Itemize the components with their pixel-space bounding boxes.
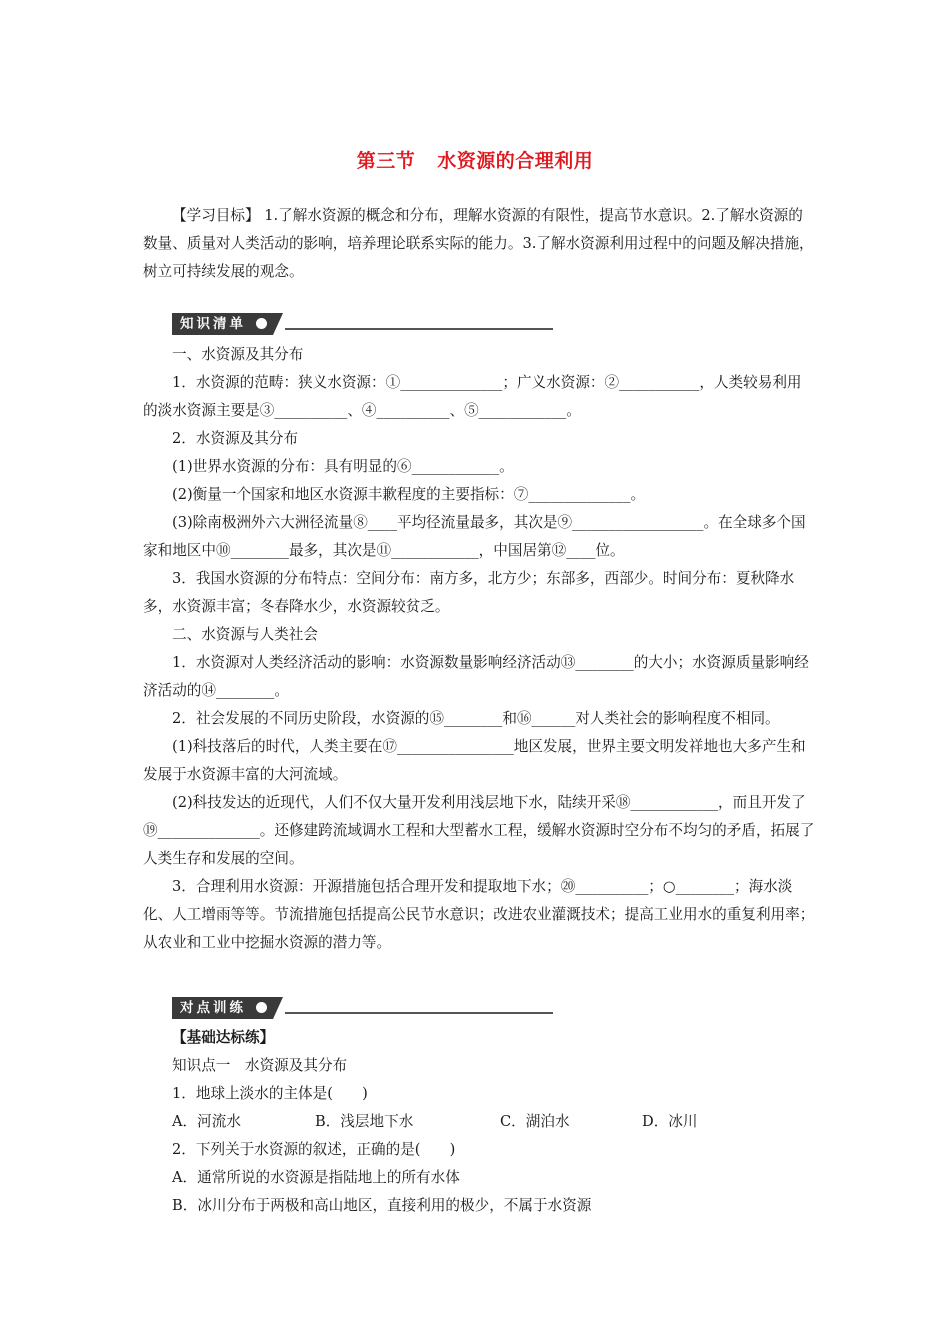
list-item: 二、水资源与人类社会 [172, 626, 318, 643]
question-option: C．湖泊水 [500, 1113, 570, 1130]
question-2-stem: 2．下列关于水资源的叙述，正确的是( ) [172, 1141, 456, 1158]
objectives-label: 【学习目标】 [172, 207, 260, 224]
list-item: 一、水资源及其分布 [172, 346, 304, 363]
question-option: D．冰川 [642, 1113, 698, 1130]
knowledge-section-label: 知识清单 [180, 316, 246, 332]
learning-objectives [143, 202, 815, 286]
list-item: 3．合理利用水资源：开源措施包括合理开发和提取地下水；⑳__________；○________；海水淡化、人工增雨等等。节流措施包括提高公民节水意识；改进农业灌溉技术；提高工业用水的重复利用率；从农业和工业中挖掘水资源的潜力等。 [143, 878, 815, 951]
sub-section-label: 【基础达标练】 [172, 1029, 275, 1046]
knowledge-list [143, 341, 815, 957]
question-1-options [172, 1108, 815, 1136]
title-section-number: 第三节 [356, 150, 416, 172]
knowledge-point-heading: 知识点一 水资源及其分布 [172, 1057, 348, 1074]
list-item: (1)科技落后的时代，人类主要在⑰________________地区发展，世界主要文明发祥地也大多产生和发展于水资源丰富的大河流域。 [143, 738, 806, 783]
list-item: (1)世界水资源的分布：具有明显的⑥____________。 [172, 458, 514, 475]
knowledge-section-header [172, 313, 553, 335]
question-option: A．河流水 [172, 1113, 241, 1130]
training-section-label: 对点训练 [180, 1000, 246, 1016]
training-questions [172, 1024, 815, 1220]
question-option: B．冰川分布于两极和高山地区，直接利用的极少，不属于水资源 [172, 1197, 592, 1214]
section-rule [285, 1012, 553, 1014]
list-item: 2．社会发展的不同历史阶段，水资源的⑮________和⑯______对人类社会的影响程度不相同。 [172, 710, 780, 727]
list-item: (3)除南极洲外六大洲径流量⑧____平均径流量最多，其次是⑨__________________。在全球多个国家和地区中⑩________最多，其次是⑪____________，中国居第⑫____位。 [143, 514, 806, 559]
bullet-icon [256, 318, 267, 329]
section-rule [285, 328, 553, 330]
training-section-header [172, 997, 553, 1019]
title-topic: 水资源的合理利用 [437, 150, 594, 172]
list-item: 2．水资源及其分布 [172, 430, 299, 447]
list-item: (2)科技发达的近现代，人们不仅大量开发利用浅层地下水，陆续开采⑱____________，而且开发了⑲______________。还修建跨流域调水工程和大型蓄水工程，缓解水资源时空分布不均匀的矛盾，拓展了人类生存和发展的空间。 [143, 794, 815, 867]
question-option: A．通常所说的水资源是指陆地上的所有水体 [172, 1169, 460, 1186]
bullet-icon [256, 1002, 267, 1013]
question-option: B．浅层地下水 [315, 1113, 414, 1130]
list-item: 3．我国水资源的分布特点：空间分布：南方多，北方少；东部多，西部少。时间分布：夏秋降水多，水资源丰富；冬春降水少，水资源较贫乏。 [143, 570, 795, 615]
list-item: (2)衡量一个国家和地区水资源丰歉程度的主要指标：⑦______________。 [172, 486, 646, 503]
question-1-stem: 1．地球上淡水的主体是( ) [172, 1085, 368, 1102]
list-item: 1．水资源的范畴：狭义水资源：①______________；广义水资源：②___________，人类较易利用的淡水资源主要是③__________、④__________、⑤____________。 [143, 374, 802, 419]
objectives-text: 1.了解水资源的概念和分布，理解水资源的有限性，提高节水意识。2.了解水资源的数量、质量对人类活动的影响，培养理论联系实际的能力。3.了解水资源利用过程中的问题及解决措施，树立可持续发展的观念。 [143, 207, 814, 280]
list-item: 1．水资源对人类经济活动的影响：水资源数量影响经济活动⑬________的大小；水资源质量影响经济活动的⑭________。 [143, 654, 809, 699]
page-title [0, 146, 950, 173]
